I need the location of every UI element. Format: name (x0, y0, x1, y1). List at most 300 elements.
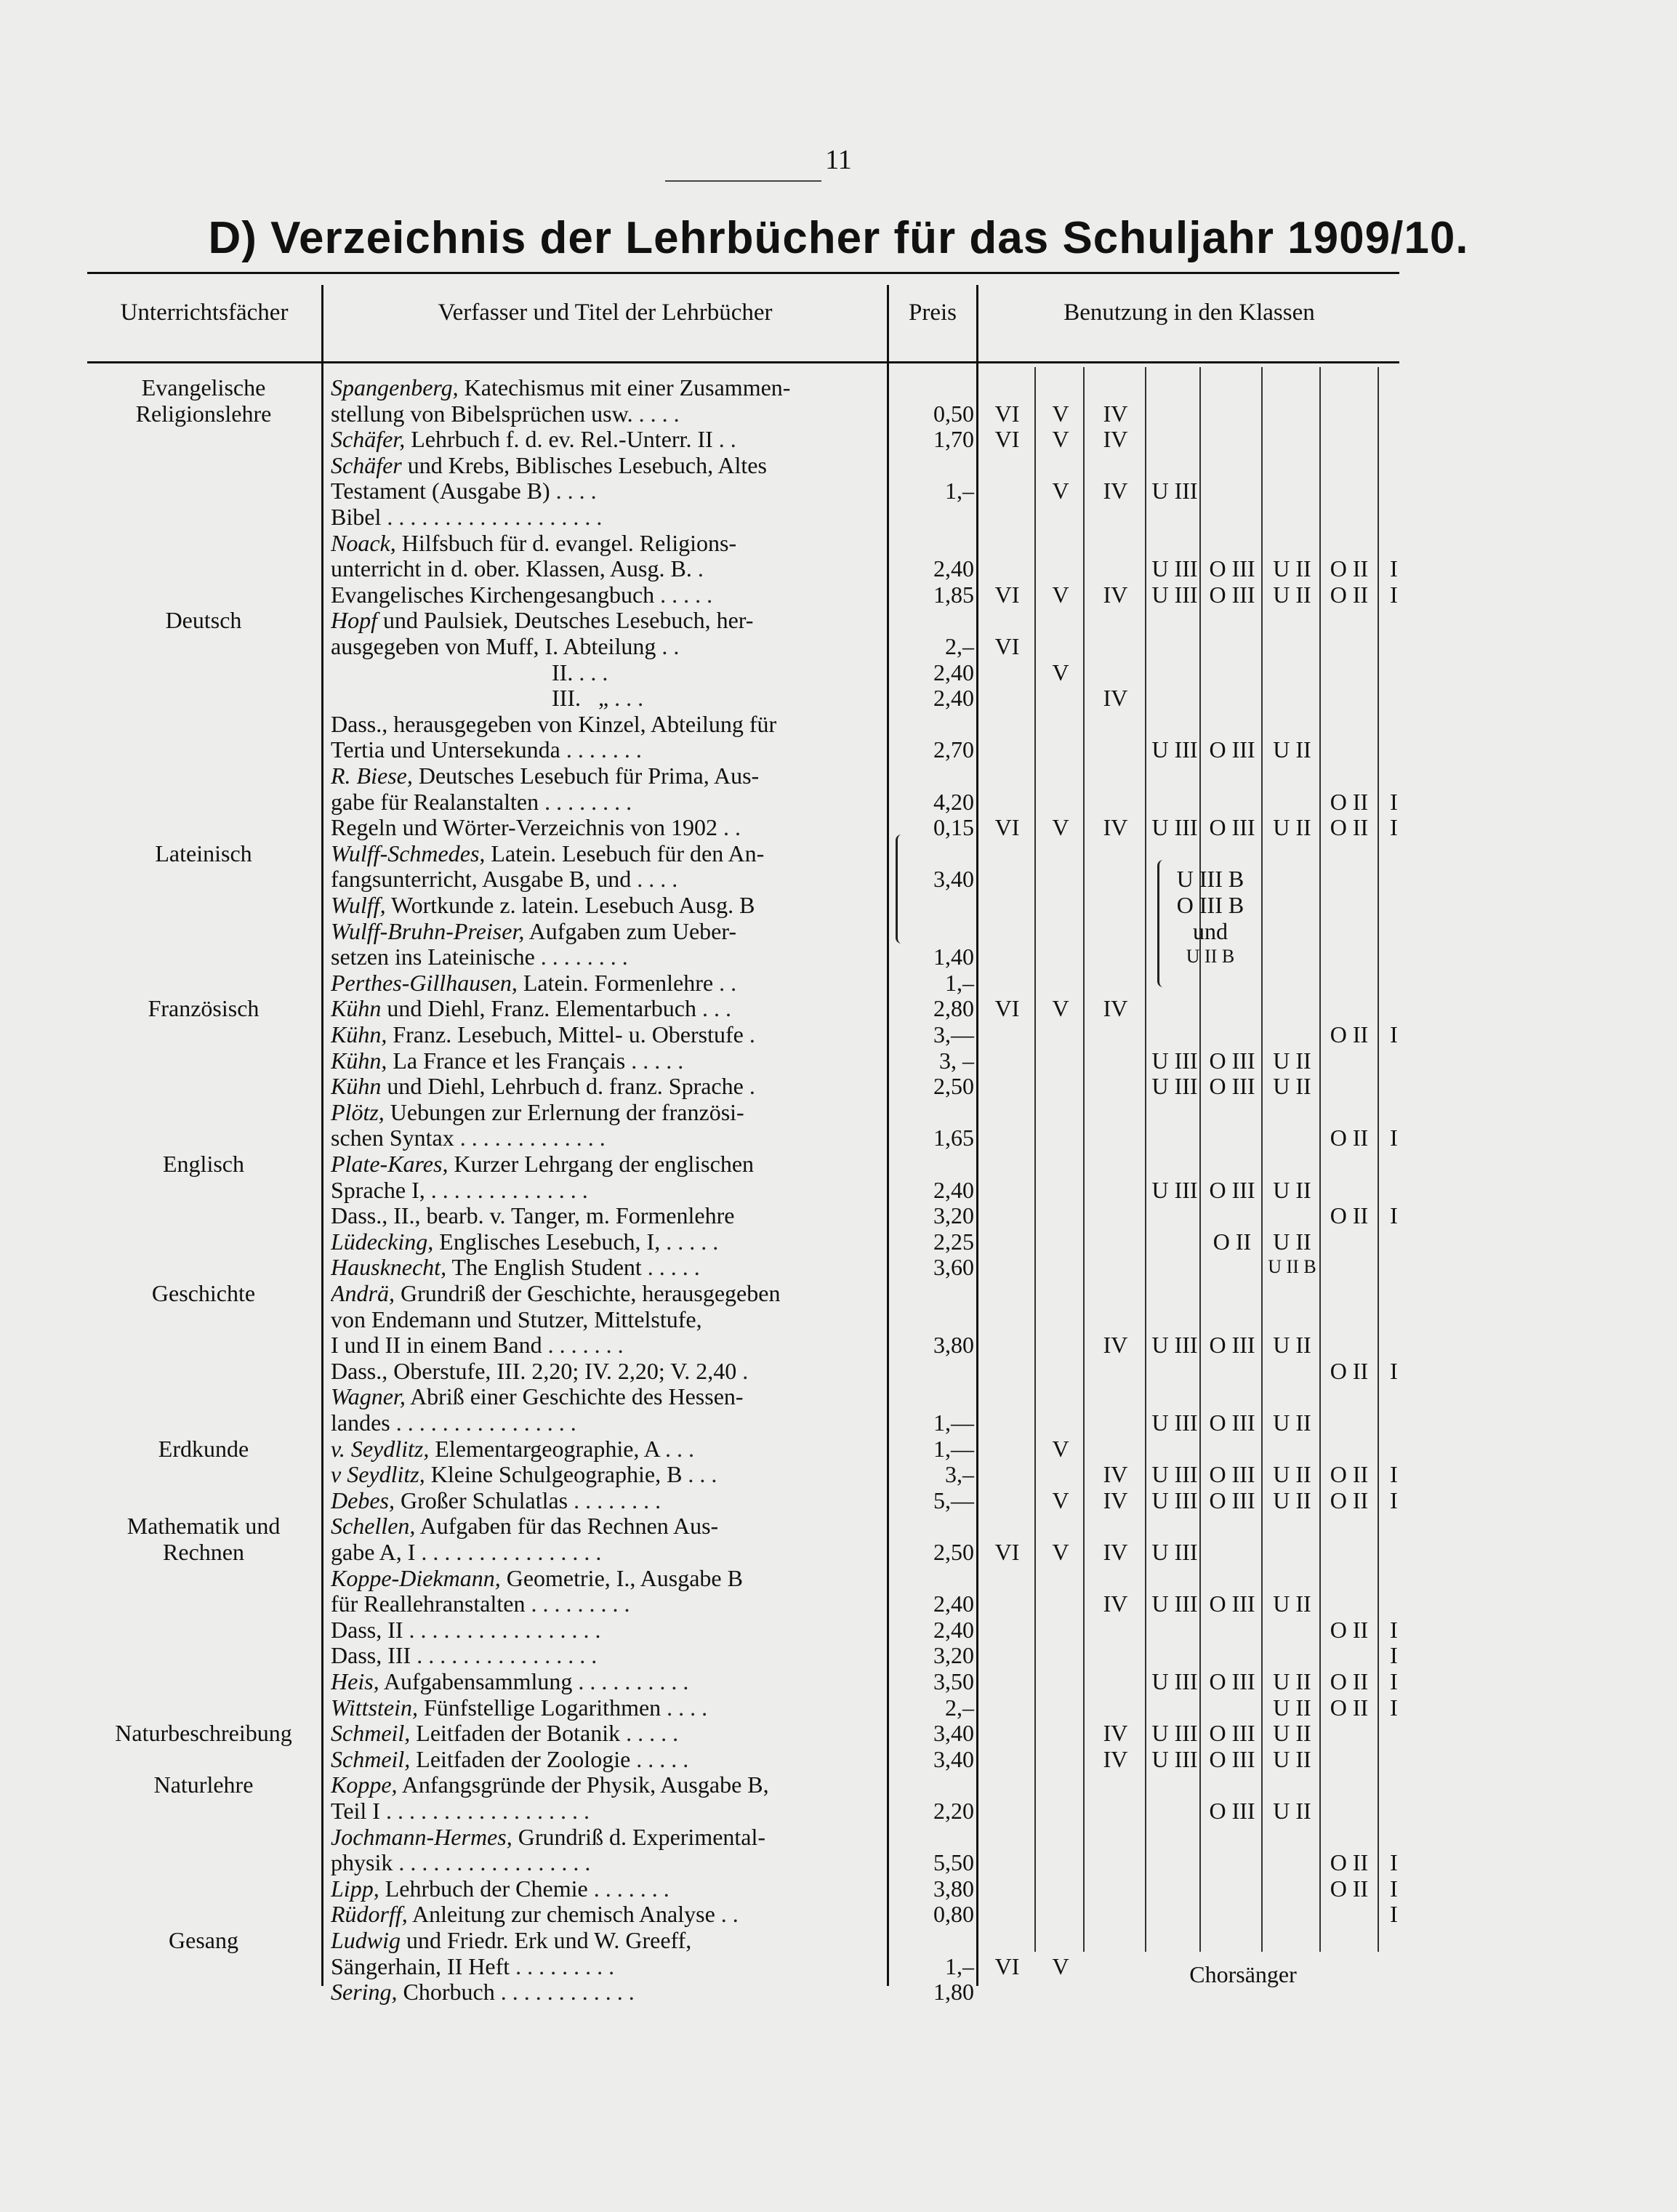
column-divider-price (887, 285, 889, 1986)
class-cell: O III (1209, 1720, 1255, 1747)
book-title-text: physik (331, 1849, 393, 1876)
class-cell: IV (1103, 1720, 1128, 1747)
class-cell: U III (1151, 1461, 1198, 1488)
leader-dots: . . . . . . . . . . . . . . . . (411, 1642, 598, 1669)
book-title-line (331, 1073, 887, 1099)
leader-dots: . . . . . . . . . . . . . . (425, 1176, 588, 1203)
price-cell: 1,65 (933, 1125, 974, 1151)
book-title-text: Grundriß d. Experimental- (512, 1823, 766, 1850)
leader-dots: . . . . . . . . . . (572, 1668, 689, 1694)
class-cell: VI (994, 581, 1020, 608)
book-title-text: Latein. Formenlehre (517, 969, 714, 996)
book-title-text: Kleine Schulgeographie, B (425, 1461, 683, 1488)
class-cell: U III (1151, 1539, 1198, 1565)
book-title-line (331, 582, 887, 608)
class-cell: U III (1151, 736, 1198, 763)
book-title-text: setzen ins Lateinische (331, 944, 535, 970)
book-title-text: und Paulsiek, Deutsches Lesebuch, her- (377, 607, 754, 634)
author-name: Lipp, (331, 1875, 379, 1902)
leader-dots: . . . . . . . . . . . . (494, 1979, 635, 2006)
author-name: Schmeil, (331, 1720, 411, 1747)
class-cell: U II (1273, 1332, 1311, 1359)
price-cell: 3, – (939, 1047, 974, 1074)
price-cell: 4,20 (933, 788, 974, 815)
book-title-text: Abriß einer Geschichte des Hessen- (405, 1383, 744, 1410)
book-title-text: Teil I (331, 1798, 380, 1824)
book-title-text: und Friedr. Erk und W. Greeff, (401, 1927, 692, 1953)
class-cell: U II (1273, 1073, 1311, 1100)
book-title-text: und Krebs, Biblisches Lesebuch, Altes (401, 451, 767, 478)
book-title-line (331, 530, 887, 556)
leader-dots: . . . . . . . . . . . . . . . . (390, 1409, 576, 1436)
price-cell: 2,– (945, 1694, 974, 1721)
book-title-text: Lehrbuch der Chemie (379, 1875, 588, 1902)
header-titles: Verfasser und Titel der Lehrbücher (438, 299, 773, 326)
class-cell: O III (1209, 1487, 1255, 1513)
class-cell: V (1052, 1539, 1069, 1565)
class-cell: O III (1209, 1073, 1255, 1100)
class-cell: IV (1103, 1461, 1128, 1488)
book-title-line (331, 711, 887, 737)
class-cell: U III (1151, 1047, 1198, 1074)
subject-label: Englisch (163, 1151, 244, 1177)
leader-dots: . . . . (631, 866, 678, 893)
leader-dots: . . . . . . . (560, 736, 642, 763)
class-cell: O III (1209, 555, 1255, 582)
class-cell: U II (1273, 1461, 1311, 1488)
book-title-line (331, 789, 887, 815)
class-cell: O III (1209, 1745, 1255, 1772)
subject-label: Evangelische (141, 374, 266, 401)
book-title-line (331, 1720, 887, 1746)
book-title-text: Dass, II (331, 1616, 403, 1643)
leader-dots: . . . . . . . . (539, 788, 632, 815)
book-title-line (331, 1280, 887, 1306)
author-name: Debes, (331, 1487, 395, 1513)
price-cell: 1,— (933, 1435, 974, 1462)
book-title-text: Wortkunde z. latein. Lesebuch Ausg. B (385, 892, 755, 918)
price-cell: 3,80 (933, 1332, 974, 1359)
class-cell: U II (1273, 1176, 1311, 1203)
book-title-text: Uebungen zur Erlernung der französi- (384, 1098, 744, 1125)
header-bottom-rule (87, 361, 1399, 363)
price-cell: 0,50 (933, 400, 974, 427)
class-cell: V (1052, 1435, 1069, 1462)
class-cell: U III (1151, 1409, 1198, 1436)
book-title-text: landes (331, 1409, 390, 1436)
book-title-line (331, 1202, 887, 1228)
book-title-line (331, 1798, 887, 1824)
class-cell: O II (1330, 1487, 1369, 1513)
class-cell: U III (1151, 1487, 1198, 1513)
book-title-text: und Diehl, Franz. Elementarbuch (381, 995, 696, 1022)
class-cell: U II (1273, 1409, 1311, 1436)
book-title-text: Testament (Ausgabe B) (331, 478, 550, 504)
leader-dots: . (736, 1357, 749, 1384)
class-cell: U II (1273, 1228, 1311, 1255)
book-title-line (331, 659, 887, 685)
book-title-text: stellung von Bibelsprüchen usw. (331, 400, 633, 427)
book-title-line (331, 1177, 887, 1203)
book-title-text: Fünfstellige Logarithmen (418, 1694, 661, 1721)
book-title-line (331, 1306, 887, 1332)
book-title-line (331, 995, 887, 1021)
book-title-line (331, 478, 887, 504)
leader-dots: . (743, 1021, 755, 1047)
class-cell: VI (994, 633, 1020, 659)
price-cell: 3,– (945, 1461, 974, 1488)
class-cell: I (1390, 1668, 1398, 1694)
book-title-text: The English Student (446, 1254, 642, 1281)
choir-note: Chorsänger (1189, 1961, 1297, 1987)
class-cell: O III B (1176, 892, 1244, 918)
book-title-text: Lehrbuch f. d. ev. Rel.-Unterr. II (405, 426, 713, 453)
class-cell: O III (1209, 1409, 1255, 1436)
class-cell: IV (1103, 814, 1128, 841)
author-name: Heis, (331, 1668, 379, 1694)
book-title-text: Leitfaden der Botanik (410, 1720, 621, 1747)
book-title-line (331, 736, 887, 763)
class-cell: O III (1209, 1798, 1255, 1824)
author-name: Sering, (331, 1979, 398, 2006)
class-cell: U II B (1186, 946, 1235, 968)
class-cell: IV (1103, 1539, 1128, 1565)
class-cell: I (1390, 1357, 1398, 1384)
header-price: Preis (909, 299, 957, 326)
price-cell: 2,40 (933, 685, 974, 712)
price-cell: 0,15 (933, 814, 974, 841)
leader-dots: . . (712, 426, 736, 453)
author-name: Andrä, (331, 1280, 395, 1306)
class-cell: O II (1330, 1357, 1369, 1384)
class-divider-6 (1319, 367, 1321, 1952)
leader-dots: . (743, 1073, 755, 1100)
price-cell: 2,25 (933, 1228, 974, 1255)
leader-dots: . . . . . . . (587, 1875, 669, 1902)
price-cell: 2,50 (933, 1073, 974, 1100)
book-title-line (331, 892, 887, 918)
class-cell: U II (1273, 1047, 1311, 1074)
author-name: Rüdorff, (331, 1901, 408, 1928)
book-title-text: Evangelisches Kirchengesangbuch (331, 581, 655, 608)
class-cell: I (1390, 1642, 1398, 1669)
class-cell: I (1390, 1875, 1398, 1902)
price-cell: 1,— (933, 1409, 974, 1436)
book-title-text: unterricht in d. ober. Klassen, Ausg. B. (331, 555, 692, 582)
book-title-line (331, 944, 887, 970)
leader-dots: . . . . . (620, 1720, 679, 1747)
book-title-line (331, 374, 887, 401)
book-title-text: ausgegeben von Muff, I. Abteilung (331, 633, 656, 659)
book-title-text: Regeln und Wörter-Verzeichnis von 1902 (331, 814, 717, 841)
class-cell: VI (994, 426, 1020, 453)
price-cell: 1,40 (933, 944, 974, 970)
leader-dots: . . . . . (641, 1254, 700, 1281)
book-title-line (331, 607, 887, 633)
book-title-text: Aufgabensammlung (379, 1668, 573, 1694)
book-title-line (331, 814, 887, 840)
price-cell: 0,80 (933, 1901, 974, 1928)
author-name: Jochmann-Hermes, (331, 1823, 512, 1850)
book-title-text: Dass., herausgegeben von Kinzel, Abteilung für (331, 710, 777, 737)
book-title-line (331, 1332, 887, 1358)
book-title-text: La France et les Français (387, 1047, 626, 1074)
class-cell: O III (1209, 736, 1255, 763)
book-title-text: Leitfaden der Zoologie (410, 1745, 631, 1772)
subject-label: Rechnen (163, 1539, 244, 1565)
book-title-text: für Reallehranstalten (331, 1590, 526, 1617)
book-title-text: Latein. Lesebuch für den An- (485, 840, 765, 866)
author-name: Noack, (331, 529, 396, 556)
author-name: Wittstein, (331, 1694, 418, 1721)
class-cell: IV (1103, 1745, 1128, 1772)
class-cell: O II (1330, 814, 1369, 841)
book-title-line (331, 685, 887, 711)
book-title-line (331, 1746, 887, 1772)
class-cell: I (1390, 1487, 1398, 1513)
subject-label: Gesang (169, 1927, 238, 1953)
book-title-line (331, 452, 887, 478)
book-title-line (331, 1642, 887, 1668)
book-title-line (331, 1151, 887, 1177)
leader-dots: . . (715, 1901, 739, 1928)
class-divider-1 (1034, 367, 1036, 1952)
book-title-text: Dass., Oberstufe, III. 2,20; IV. 2,20; V. 2,40 (331, 1357, 737, 1384)
book-title-line (331, 633, 887, 659)
author-name: Wulff-Schmedes, (331, 840, 486, 866)
leader-dots: . . . . . . . . (534, 944, 628, 970)
book-title-text: Katechismus mit einer Zusammen- (458, 374, 791, 401)
class-cell: I (1390, 1125, 1398, 1151)
class-cell: IV (1103, 1487, 1128, 1513)
price-cell: 3,80 (933, 1875, 974, 1902)
price-cell: 2,40 (933, 555, 974, 582)
author-name: Kühn, (331, 1021, 387, 1047)
leader-dots: . . (656, 633, 680, 659)
author-name: Kühn, (331, 1047, 387, 1074)
price-cell: 1,– (945, 1952, 974, 1979)
price-cell: 2,40 (933, 1590, 974, 1617)
book-title-line (331, 1824, 887, 1850)
class-cell: U III B (1176, 866, 1244, 893)
class-cell: U II (1273, 581, 1311, 608)
book-title-text: Elementargeographie, A (429, 1435, 659, 1462)
book-title-text: Hilfsbuch für d. evangel. Religions- (395, 529, 737, 556)
leader-dots: . . . (659, 1435, 694, 1462)
price-cell: 2,40 (933, 659, 974, 685)
class-cell: IV (1103, 685, 1128, 712)
class-cell: U II B (1268, 1256, 1316, 1278)
book-title-line (331, 970, 887, 996)
class-cell: I (1390, 1849, 1398, 1876)
leader-dots: . . . . (632, 400, 680, 427)
leader-dots: . . . . . . . (542, 1332, 624, 1359)
leader-dots: . . (713, 969, 737, 996)
author-name: Wulff, (331, 892, 386, 918)
book-title-line (331, 555, 887, 582)
book-title-text: Englisches Lesebuch, I, (433, 1228, 661, 1255)
book-title-text: II. (331, 659, 574, 685)
leader-dots: . . . . . . . . (568, 1487, 661, 1513)
book-title-line (331, 1694, 887, 1721)
book-title-line (331, 1771, 887, 1798)
class-cell: O III (1209, 1461, 1255, 1488)
author-name: Koppe-Diekmann, (331, 1564, 501, 1591)
leader-dots: . . . . (550, 478, 597, 504)
price-cell: 5,50 (933, 1849, 974, 1876)
subject-label: Naturlehre (153, 1771, 254, 1798)
class-cell: U III (1151, 1668, 1198, 1694)
class-cell: U II (1273, 1668, 1311, 1694)
book-title-text: III. „ (331, 685, 609, 712)
book-title-text: Anleitung zur chemisch Analyse (407, 1901, 715, 1928)
author-name: Lüdecking, (331, 1228, 434, 1255)
class-cell: O II (1212, 1228, 1252, 1255)
price-cell: 1,85 (933, 581, 974, 608)
class-cell: O III (1209, 814, 1255, 841)
class-cell: O II (1330, 1461, 1369, 1488)
class-cell: O II (1330, 555, 1369, 582)
book-title-line (331, 1513, 887, 1539)
class-cell: O II (1330, 1202, 1369, 1229)
book-title-line (331, 1383, 887, 1409)
class-cell: O III (1209, 1176, 1255, 1203)
class-cell: V (1052, 400, 1069, 427)
book-title-line (331, 763, 887, 789)
author-name: Wagner, (331, 1383, 406, 1410)
class-cell: U II (1273, 1590, 1311, 1617)
class-cell: O III (1209, 1047, 1255, 1074)
price-cell: 2,20 (933, 1798, 974, 1824)
book-title-text: Anfangsgründe der Physik, Ausgabe B, (397, 1771, 769, 1798)
book-title-text: Deutsches Lesebuch für Prima, Aus- (412, 763, 760, 789)
leader-dots: . . . (682, 1461, 717, 1488)
page-number-rule (665, 180, 821, 182)
subject-label: Erdkunde (158, 1435, 249, 1462)
class-cell: V (1052, 478, 1069, 504)
book-title-text: und Diehl, Lehrbuch d. franz. Sprache (381, 1073, 744, 1100)
table-top-rule (87, 272, 1399, 274)
book-title-line (331, 1953, 887, 1979)
price-cell: 2,40 (933, 1616, 974, 1643)
class-cell: U III (1151, 1590, 1198, 1617)
class-cell: VI (994, 814, 1020, 841)
class-cell: U III (1151, 478, 1198, 504)
class-cell: O II (1330, 581, 1369, 608)
price-cell: 1,80 (933, 1979, 974, 2006)
class-cell: O II (1330, 1616, 1369, 1643)
author-name: Schäfer (331, 451, 402, 478)
class-cell: IV (1103, 1590, 1128, 1617)
book-title-text: gabe A, I (331, 1539, 416, 1565)
book-title-line (331, 1979, 887, 2005)
leader-dots: . . . . . (654, 581, 713, 608)
class-cell: U III (1151, 1745, 1198, 1772)
author-name: v Seydlitz, (331, 1461, 425, 1488)
book-title-line (331, 840, 887, 866)
book-title-line (331, 1125, 887, 1151)
class-cell: O II (1330, 788, 1369, 815)
class-cell: V (1052, 659, 1069, 685)
book-title-line (331, 1228, 887, 1255)
class-cell: U II (1273, 1487, 1311, 1513)
author-name: Schäfer, (331, 426, 406, 453)
leader-dots: . . . (608, 685, 644, 712)
class-cell: I (1390, 1021, 1398, 1047)
price-cell: 3,40 (933, 1720, 974, 1747)
book-title-text: Großer Schulatlas (394, 1487, 568, 1513)
class-cell: O II (1330, 1021, 1369, 1047)
book-title-line (331, 1409, 887, 1436)
price-cell: 1,– (945, 478, 974, 504)
book-title-line (331, 918, 887, 944)
book-title-line (331, 1668, 887, 1694)
leader-dots: . . . . . (660, 1228, 719, 1255)
class-divider-7 (1378, 367, 1379, 1952)
book-title-text: Grundriß der Geschichte, herausgegeben (395, 1280, 781, 1306)
class-cell: I (1390, 788, 1398, 815)
book-title-line (331, 1461, 887, 1487)
header-classes: Benutzung in den Klassen (1063, 299, 1315, 326)
price-cell: 3,40 (933, 1745, 974, 1772)
book-title-text: von Endemann und Stutzer, Mittelstufe, (331, 1306, 702, 1332)
class-cell: U II (1273, 1745, 1311, 1772)
class-cell: O III (1209, 581, 1255, 608)
author-name: Perthes-Gillhausen, (331, 969, 518, 996)
class-cell: VI (994, 400, 1020, 427)
leader-dots: . . . . . . . . . . . . . . . . . (403, 1616, 601, 1643)
class-cell: U II (1273, 1798, 1311, 1824)
class-cell: O III (1209, 1332, 1255, 1359)
price-cell: 3,40 (933, 866, 974, 893)
class-cell: U III (1151, 814, 1198, 841)
price-cell: 5,— (933, 1487, 974, 1513)
leader-dots: . . . . . (625, 1047, 684, 1074)
book-title-text: fangsunterricht, Ausgabe B, und (331, 866, 632, 893)
leader-dots: . . . . . . . . . . . . . . . . . . (379, 1798, 590, 1824)
book-title-line (331, 1617, 887, 1643)
book-title-text: I und II in einem Band (331, 1332, 542, 1359)
book-title-line (331, 1539, 887, 1565)
leader-dots: . . . . (661, 1694, 708, 1721)
book-title-line (331, 1021, 887, 1047)
leader-dots: . . . . . . . . . . . . . . . . . . . (381, 504, 603, 530)
leader-dots: . (691, 555, 704, 582)
class-cell: O II (1330, 1849, 1369, 1876)
class-cell: IV (1103, 478, 1128, 504)
subject-label: Lateinisch (155, 840, 252, 866)
price-cell: 2,40 (933, 1176, 974, 1203)
price-cell: 2,– (945, 633, 974, 659)
book-title-line (331, 426, 887, 452)
latin-brace (1157, 860, 1167, 987)
class-cell: V (1052, 426, 1069, 453)
book-title-line (331, 1875, 887, 1902)
class-cell: I (1390, 581, 1398, 608)
header-subjects: Unterrichtsfächer (120, 299, 289, 326)
book-title-line (331, 1487, 887, 1513)
leader-dots: . . . . . . . . . (525, 1590, 630, 1617)
book-title-text: Tertia und Untersekunda (331, 736, 560, 763)
class-cell: VI (994, 1539, 1020, 1565)
subject-label: Mathematik und (126, 1513, 281, 1540)
class-cell: U III (1151, 1332, 1198, 1359)
price-cell: 2,50 (933, 1539, 974, 1565)
class-cell: I (1390, 1901, 1398, 1928)
author-name: Spangenberg, (331, 374, 459, 401)
book-title-line (331, 1927, 887, 1953)
leader-dots: . . . . . . . . . . . . . (454, 1125, 606, 1151)
